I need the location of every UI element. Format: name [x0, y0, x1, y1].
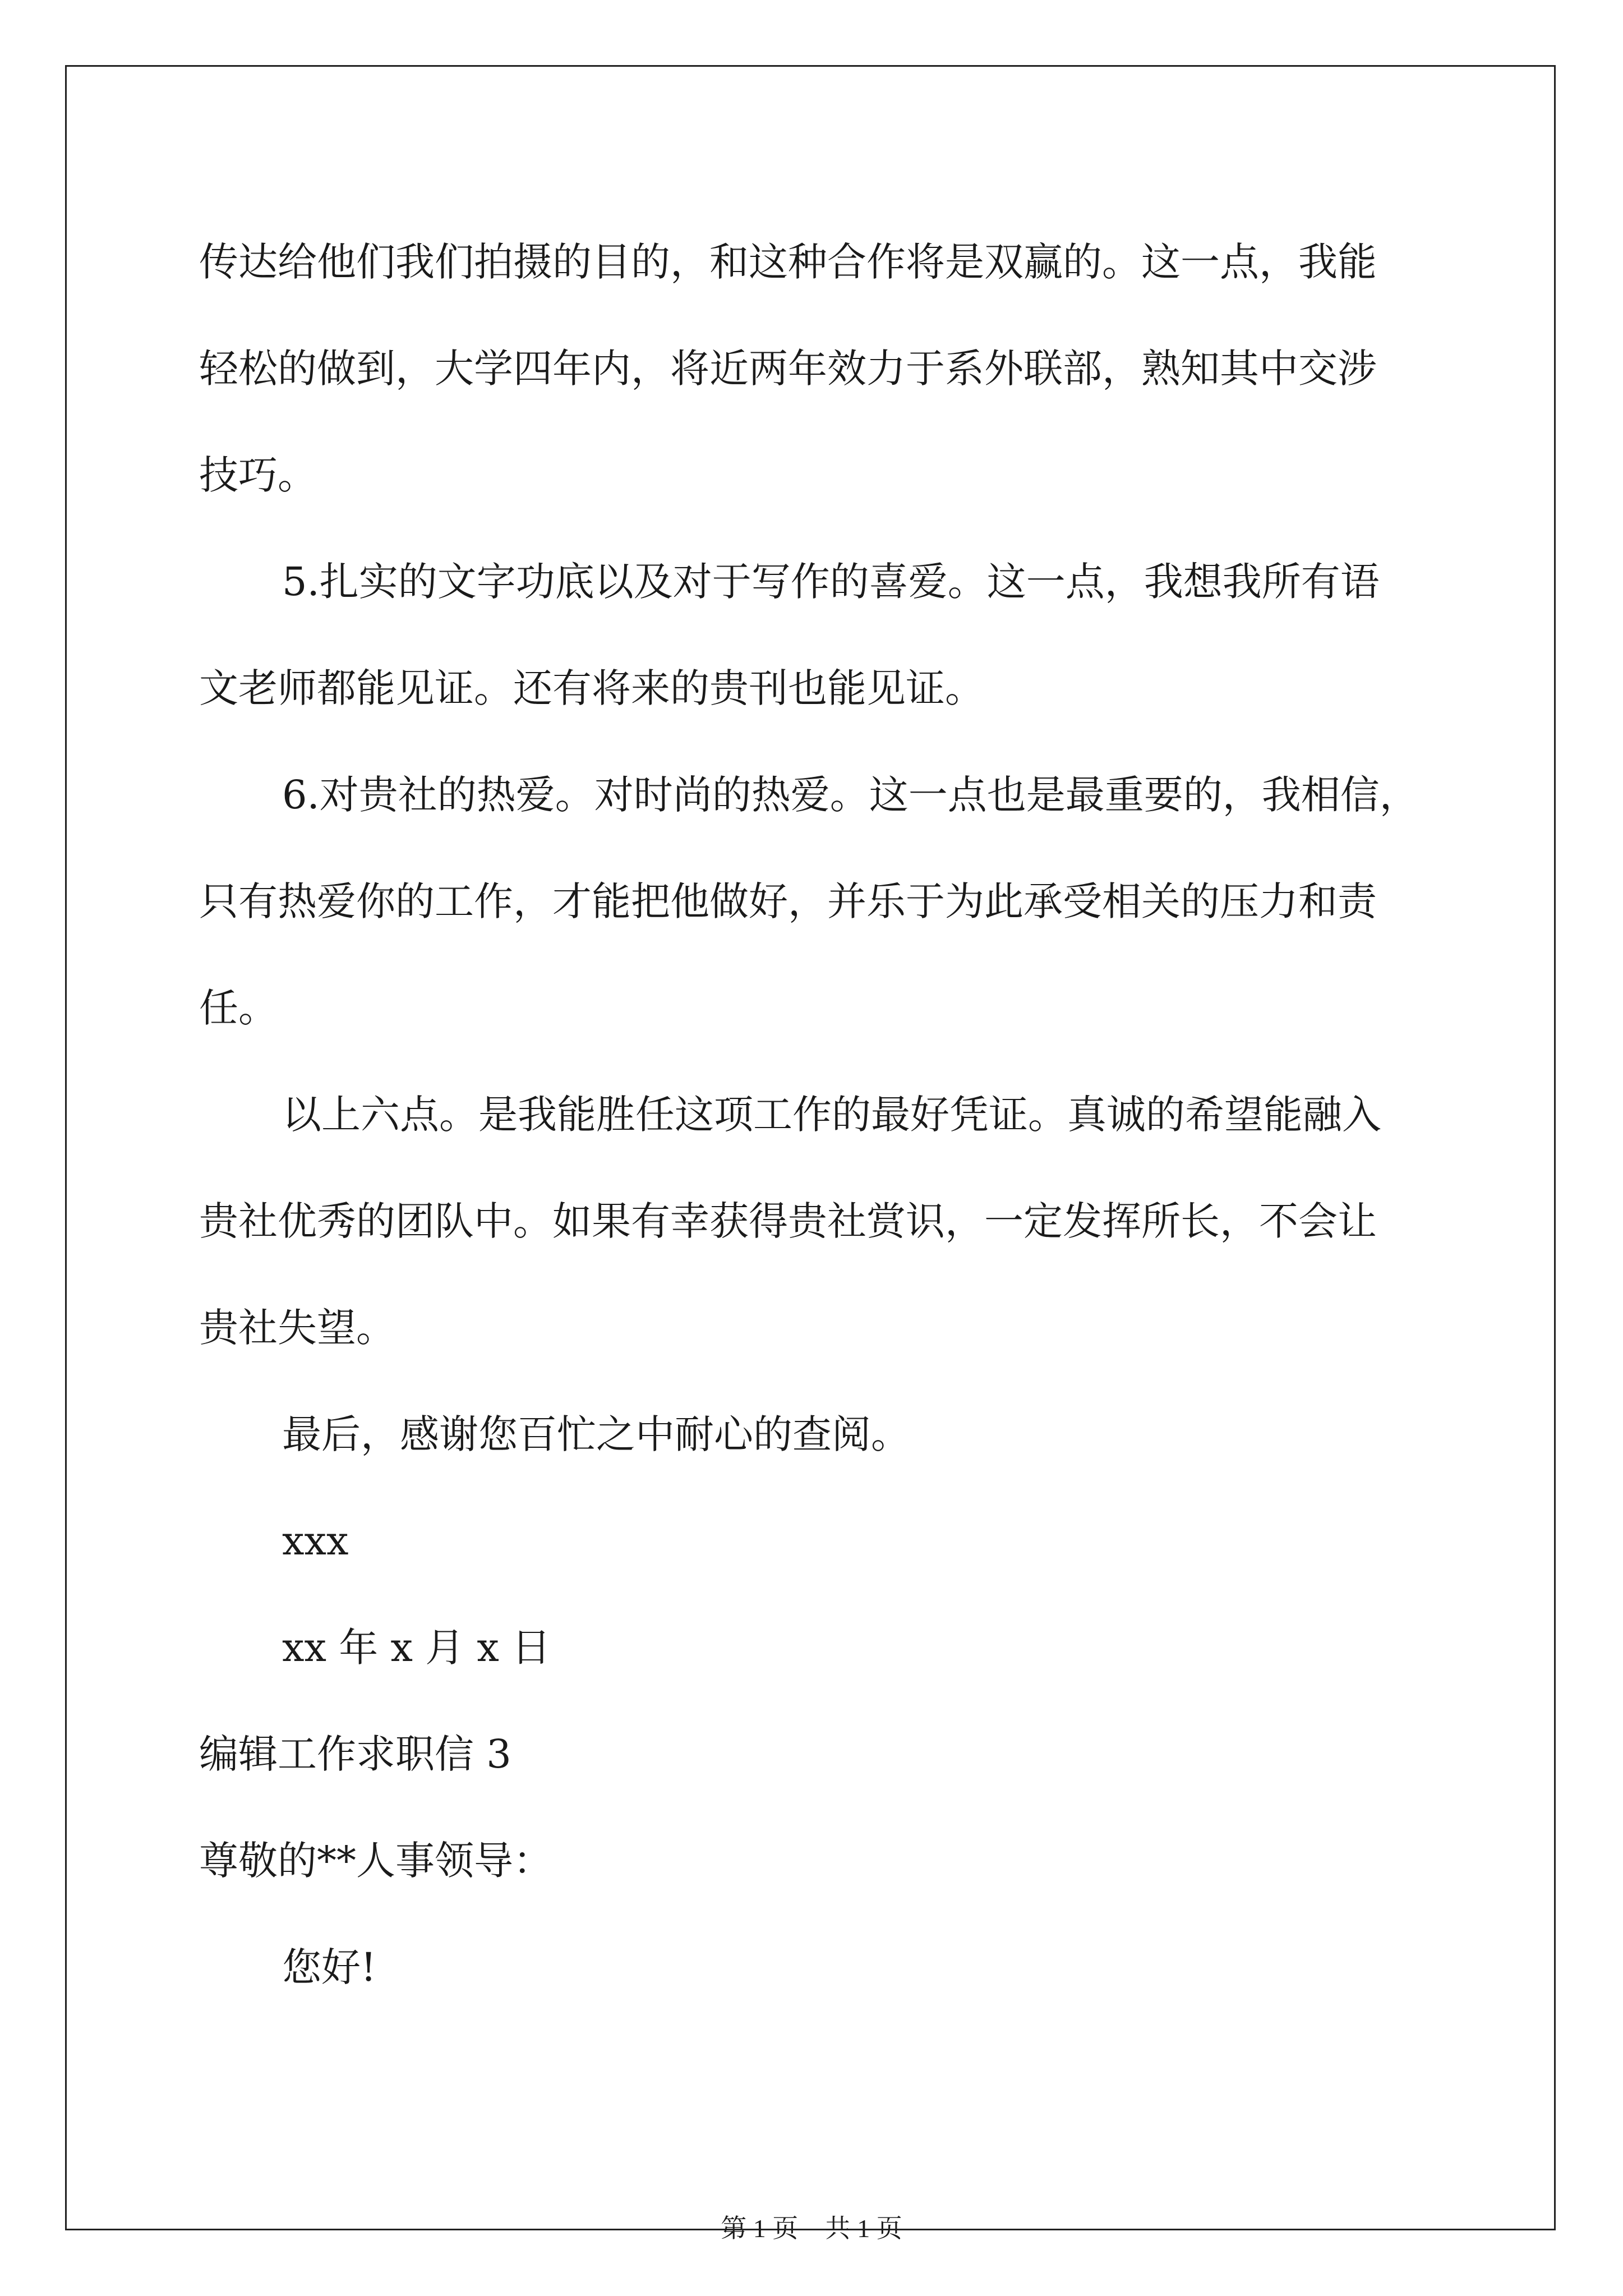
- text-line: 6.对贵社的热爱。对时尚的热爱。这一点也是最重要的，我相信，: [282, 772, 1419, 818]
- text-line: 传达给他们我们拍摄的目的，和这种合作将是双赢的。这一点，我能: [199, 239, 1377, 285]
- text-line: 任。: [199, 985, 278, 1031]
- page-footer: [0, 2208, 1623, 2245]
- text-line: 文老师都能见证。还有将来的贵刊也能见证。: [199, 665, 984, 711]
- text-line: 贵社优秀的团队中。如果有幸获得贵社赏识，一定发挥所长，不会让: [199, 1198, 1377, 1244]
- signature-name: xxx: [282, 1518, 349, 1564]
- text-line: 轻松的做到，大学四年内，将近两年效力于系外联部，熟知其中交涉: [199, 346, 1377, 392]
- text-line: 5.扎实的文字功底以及对于写作的喜爱。这一点，我想我所有语: [282, 559, 1380, 605]
- salutation: 尊敬的**人事领导：: [199, 1838, 552, 1884]
- text-line: 只有热爱你的工作，才能把他做好，并乐于为此承受相关的压力和责: [199, 878, 1377, 924]
- text-line: 最后，感谢您百忙之中耐心的查阅。: [282, 1411, 910, 1457]
- text-line: 技巧。: [199, 452, 317, 498]
- page-total: 共 1 页: [824, 2214, 902, 2243]
- document-body: [199, 209, 1433, 2021]
- text-line: 以上六点。是我能胜任这项工作的最好凭证。真诚的希望能融入: [282, 1092, 1381, 1138]
- signature-date: xx 年 x 月 x 日: [282, 1625, 551, 1671]
- page-number: 第 1 页: [721, 2214, 799, 2243]
- section-heading: 编辑工作求职信 3: [199, 1731, 511, 1777]
- greeting: 您好!: [282, 1944, 377, 1990]
- text-line: 贵社失望。: [199, 1305, 395, 1351]
